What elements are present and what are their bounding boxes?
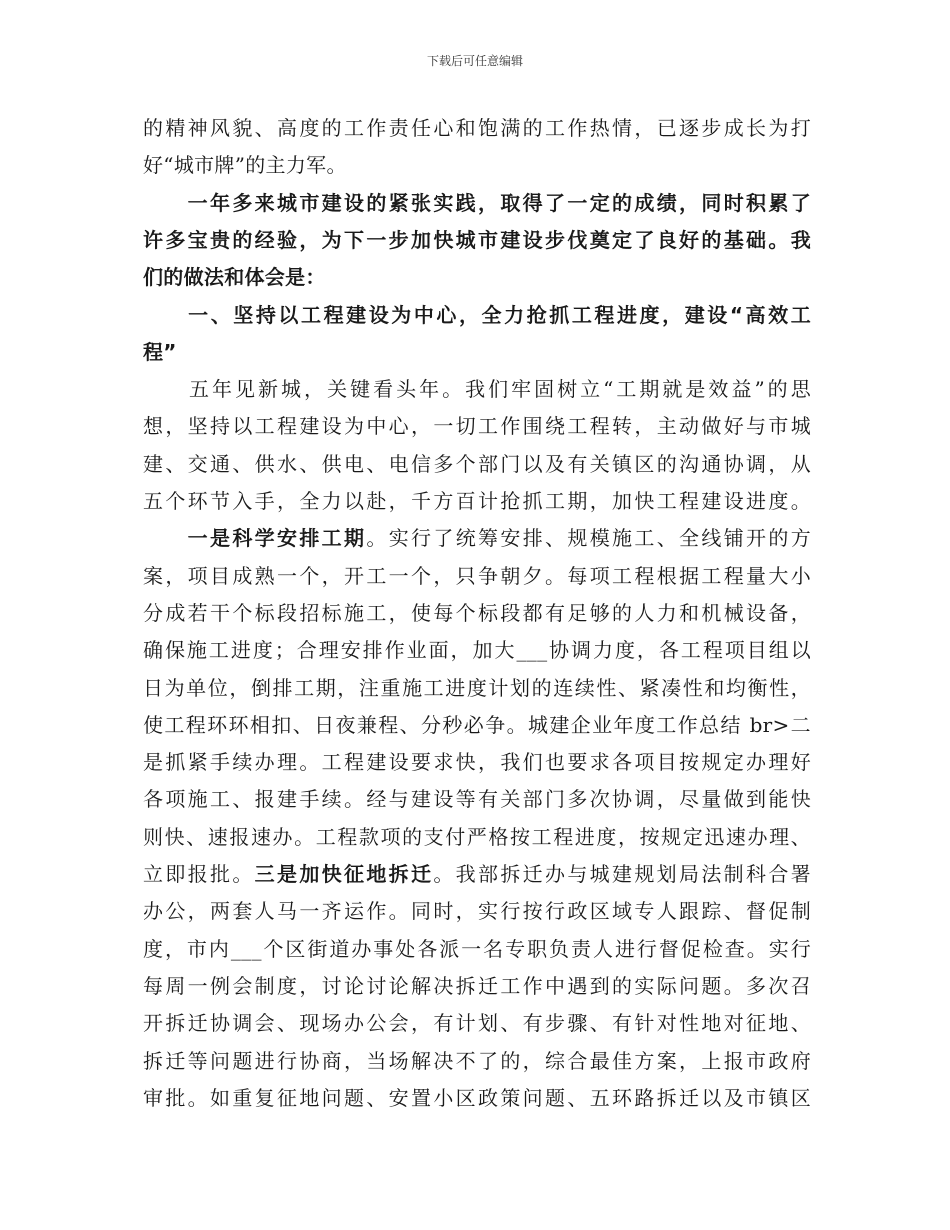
- text-segment: 度，市内___个区街道办事处各派一名专职负责人进行督促检查。实行: [143, 936, 811, 961]
- text-line: [143, 148, 347, 182]
- text-line: [143, 894, 811, 928]
- text-segment: 案，项目成熟一个，开工一个，只争朝夕。每项工程根据工程量大小: [143, 563, 811, 588]
- text-line: [143, 969, 811, 1003]
- text-line: [143, 111, 811, 145]
- text-line: [143, 521, 811, 555]
- bold-text-segment: 程”: [143, 339, 177, 364]
- bold-text-segment: 许多宝贵的经验，为下一步加快城市建设步伐奠定了良好的基础。我: [143, 227, 811, 252]
- text-segment: 确保施工进度；合理安排作业面，加大___协调力度，各工程项目组以: [143, 638, 811, 663]
- text-line: [143, 820, 811, 854]
- text-segment: 的精神风貌、高度的工作责任心和饱满的工作热情，已逐步成长为打: [143, 116, 811, 140]
- page-header: 下载后可任意编辑: [426, 54, 523, 68]
- bold-text-segment: 三是加快征地拆迁: [254, 862, 434, 886]
- bold-text-segment: 们的做法和体会是：: [143, 265, 326, 290]
- text-line: [143, 335, 177, 369]
- text-segment: 则快、速报速办。工程款项的支付严格按工程进度，按规定迅速办理、: [143, 824, 811, 849]
- bold-text-segment: 一、坚持以工程建设为中心，全力抢抓工程进度，建设“高效工: [143, 302, 811, 327]
- text-line: [143, 782, 811, 816]
- text-segment: 拆迁等问题进行协商，当场解决不了的，综合最佳方案，上报市政府: [143, 1048, 811, 1073]
- text-line: [143, 932, 811, 966]
- text-line: [143, 260, 326, 294]
- text-segment: 。实行了统筹安排、规模施工、全线铺开的方: [366, 526, 812, 551]
- text-segment: 想，坚持以工程建设为中心，一切工作围绕工程转，主动做好与市城: [143, 414, 811, 439]
- text-line: [143, 372, 811, 406]
- text-segment: 每周一例会制度，讨论讨论解决拆迁工作中遇到的实际问题。多次召: [143, 973, 811, 998]
- text-line: [143, 409, 811, 443]
- text-segment: 五年见新城，关键看头年。我们牢固树立“工期就是效益”的思: [143, 377, 811, 402]
- text-segment: 好“城市牌”的主力军。: [143, 153, 347, 178]
- text-segment: 开拆迁协调会、现场办公会，有计划、有步骤、有针对性地对征地、: [143, 1011, 811, 1036]
- text-line: [143, 1006, 811, 1040]
- text-line: [143, 745, 811, 779]
- text-line: [143, 596, 811, 630]
- text-segment: 建、交通、供水、供电、电信多个部门以及有关镇区的沟通协调，从: [143, 451, 811, 476]
- text-segment: 各项施工、报建手续。经与建设等有关部门多次协调，尽量做到能快: [143, 787, 811, 812]
- text-line: [143, 223, 811, 257]
- text-segment: 。我部拆迁办与城建规划局法制科合署: [433, 862, 811, 886]
- text-line: [143, 1044, 811, 1078]
- text-segment: 办公，两套人马一齐运作。同时，实行按行政区域专人跟踪、督促制: [143, 899, 811, 924]
- text-segment: 审批。如重复征地问题、安置小区政策问题、五环路拆迁以及市镇区: [143, 1085, 811, 1110]
- text-line: [143, 447, 811, 481]
- text-segment: 是抓紧手续办理。工程建设要求快，我们也要求各项目按规定办理好: [143, 750, 811, 775]
- text-line: [143, 857, 811, 891]
- text-line: [143, 1081, 811, 1115]
- text-line: [143, 671, 811, 705]
- bold-text-segment: 一是科学安排工期: [143, 526, 367, 551]
- text-segment: 使工程环环相扣、日夜兼程、分秒必争。城建企业年度工作总结 br>二: [143, 712, 811, 737]
- text-line: [143, 298, 811, 332]
- text-line: [143, 559, 811, 593]
- text-line: [143, 484, 811, 518]
- text-line: [143, 708, 811, 742]
- text-line: [143, 186, 811, 220]
- text-line: [143, 633, 811, 667]
- text-segment: 五个环节入手，全力以赴，千方百计抢抓工期，加快工程建设进度。: [143, 489, 811, 513]
- text-segment: 立即报批。: [143, 862, 255, 886]
- text-segment: 分成若干个标段招标施工，使每个标段都有足够的人力和机械设备，: [143, 600, 811, 625]
- text-segment: 日为单位，倒排工期，注重施工进度计划的连续性、紧凑性和均衡性，: [143, 675, 811, 700]
- bold-text-segment: 一年多来城市建设的紧张实践，取得了一定的成绩，同时积累了: [143, 190, 811, 215]
